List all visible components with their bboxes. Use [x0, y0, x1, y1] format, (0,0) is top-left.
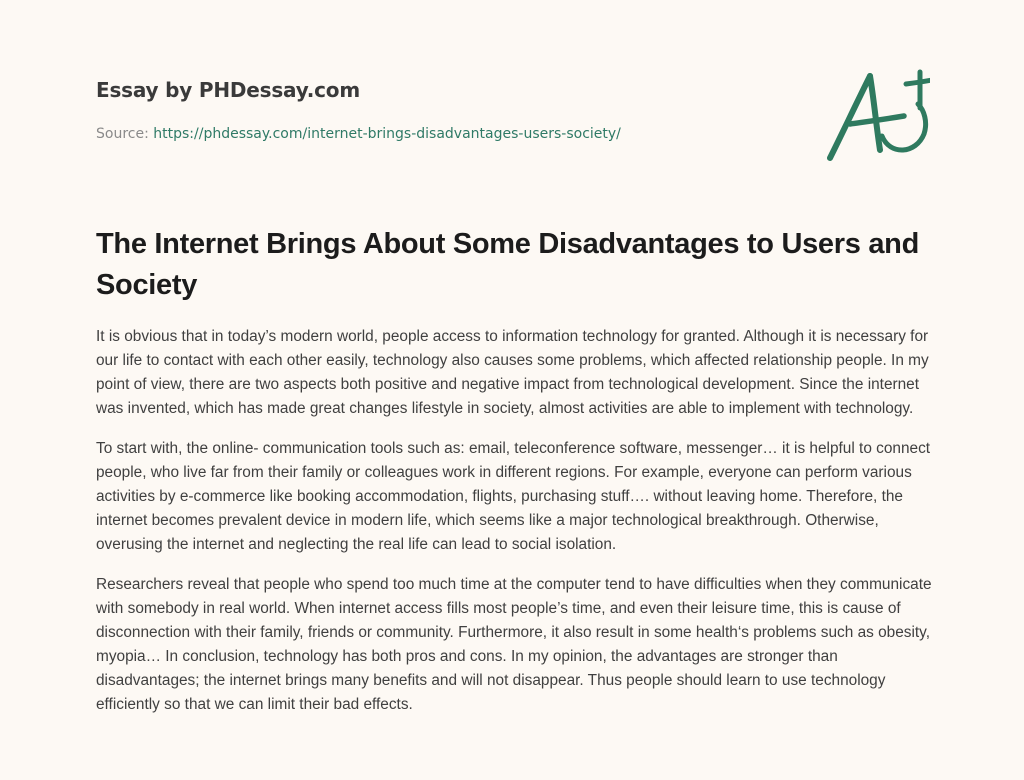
paragraph-1: It is obvious that in today’s modern world, people access to information technology for granted. Although it is necessary for our life to contact with each other easily, technology also causes some problems, which affected relationship people. In my point of view, there are two aspects both positive and negative impact from technological development. Since the internet was invented, which has made great changes lifestyle in society, almost activities are able to implement with technology. [96, 328, 929, 417]
essay-header [96, 76, 796, 144]
source-link[interactable]: https://phdessay.com/internet-brings-disadvantages-users-society/ [153, 126, 621, 142]
paragraph-3: Researchers reveal that people who spend too much time at the computer tend to have difficulties when they communicate with somebody in real world. When internet access fills most people’s time, and even their leisure time, this is cause of disconnection with their family, friends or community. Furthermore, it also result in some health‘s problems such as obesity, myopia… In conclusion, technology has both pros and cons. In my opinion, the advantages are stronger than disadvantages; the internet brings many benefits and will not disappear. Thus people should learn to use technology efficiently so that we can limit their bad effects. [96, 576, 932, 713]
source-line [96, 124, 796, 144]
essay-body [96, 325, 932, 733]
brand-title: Essay by PHDessay.com [96, 78, 360, 102]
paragraph-2: To start with, the online- communication tools such as: email, teleconference software, messenger… it is helpful to connect people, who live far from their family or colleagues work in different regions. For example, everyone can perform various activities by e-commerce like booking accommodation, flights, purchasing stuff…. without leaving home. Therefore, the internet becomes prevalent device in modern life, which seems like a major technological breakthrough. Otherwise, overusing the internet and neglecting the real life can lead to social isolation. [96, 440, 931, 553]
source-label: Source: [96, 126, 149, 142]
a-plus-grade-icon [820, 64, 930, 168]
essay-title: The Internet Brings About Some Disadvantages to Users and Society [96, 228, 919, 301]
